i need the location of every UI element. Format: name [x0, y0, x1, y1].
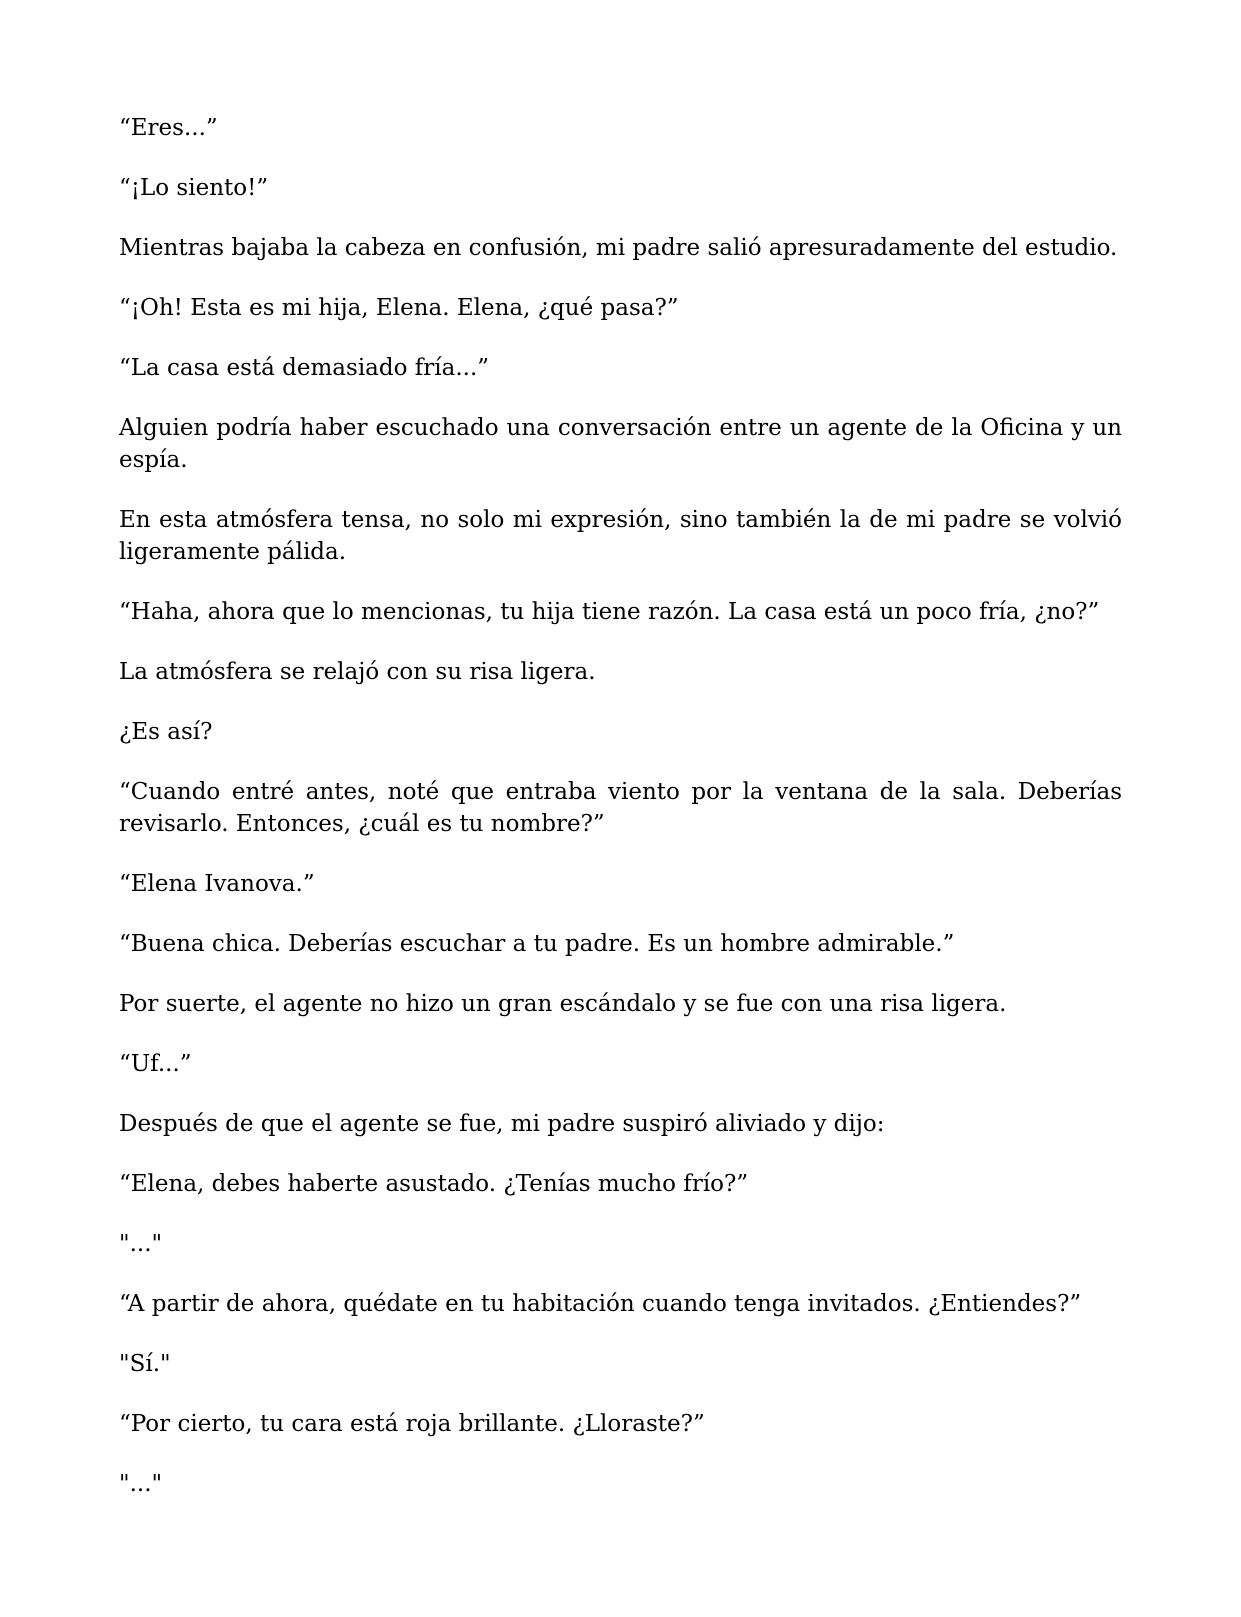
- paragraph: “Buena chica. Deberías escuchar a tu padre. Es un hombre admirable.”: [119, 931, 955, 957]
- paragraph: “Eres...”: [119, 115, 218, 141]
- paragraph: Mientras bajaba la cabeza en confusión, mi padre salió apresuradamente del estudio.: [119, 235, 1118, 261]
- paragraph: “Haha, ahora que lo mencionas, tu hija tiene razón. La casa está un poco fría, ¿no?”: [119, 599, 1100, 625]
- paragraph: “¡Lo siento!”: [119, 175, 269, 201]
- paragraph: ¿Es así?: [119, 719, 213, 745]
- paragraph: "...": [119, 1471, 163, 1497]
- paragraph: La atmósfera se relajó con su risa ligera.: [119, 659, 596, 685]
- paragraph: Después de que el agente se fue, mi padre suspiró aliviado y dijo:: [119, 1111, 885, 1137]
- paragraph: “¡Oh! Esta es mi hija, Elena. Elena, ¿qué pasa?”: [119, 295, 679, 321]
- paragraph: “Por cierto, tu cara está roja brillante. ¿Lloraste?”: [119, 1411, 705, 1437]
- paragraph: “Elena Ivanova.”: [119, 871, 315, 897]
- paragraph: En esta atmósfera tensa, no solo mi expresión, sino también la de mi padre se volvió ligeramente pálida.: [119, 507, 1122, 565]
- paragraph: "Sí.": [119, 1351, 171, 1377]
- paragraph: “Uf...”: [119, 1051, 192, 1077]
- paragraph: Alguien podría haber escuchado una conversación entre un agente de la Oficina y un espía.: [119, 415, 1122, 473]
- paragraph: “Cuando entré antes, noté que entraba viento por la ventana de la sala. Deberías revisarlo. Entonces, ¿cuál es tu nombre?”: [119, 779, 1122, 837]
- paragraph: “Elena, debes haberte asustado. ¿Tenías mucho frío?”: [119, 1171, 749, 1197]
- paragraph: "...": [119, 1231, 163, 1257]
- paragraph: Por suerte, el agente no hizo un gran escándalo y se fue con una risa ligera.: [119, 991, 1007, 1017]
- document-body: [119, 112, 1122, 1528]
- paragraph: “La casa está demasiado fría...”: [119, 355, 490, 381]
- paragraph: “A partir de ahora, quédate en tu habitación cuando tenga invitados. ¿Entiendes?”: [119, 1291, 1082, 1317]
